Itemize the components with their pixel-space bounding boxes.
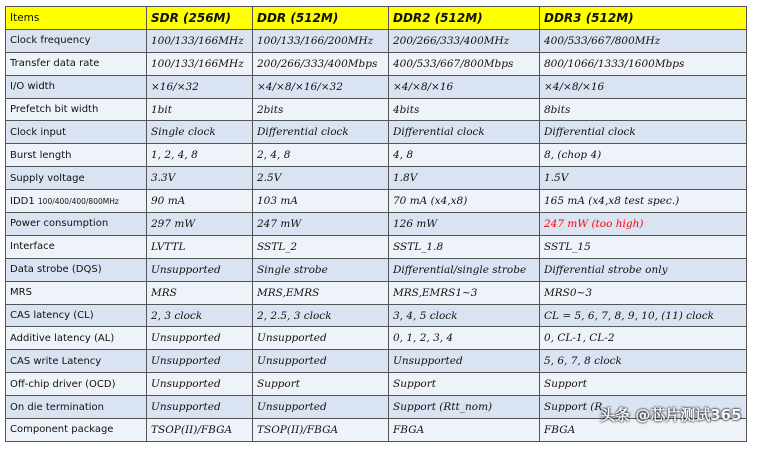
table-row bbox=[6, 190, 747, 213]
table-cell: Unsupported bbox=[147, 327, 253, 350]
row-label bbox=[6, 98, 147, 121]
row-label-text: Burst length bbox=[10, 149, 72, 161]
table-body bbox=[6, 29, 747, 441]
table-cell: 165 mA (x4,x8 test spec.) bbox=[540, 190, 747, 213]
table-cell: 100/133/166MHz bbox=[147, 52, 253, 75]
table-cell: 1.8V bbox=[389, 167, 540, 190]
table-cell: FBGA bbox=[540, 419, 747, 442]
table-row bbox=[6, 75, 747, 98]
row-label-text: On die termination bbox=[10, 401, 104, 413]
table-cell: Unsupported bbox=[147, 373, 253, 396]
table-cell: 103 mA bbox=[253, 190, 389, 213]
row-label bbox=[6, 396, 147, 419]
table-cell: 70 mA (x4,x8) bbox=[389, 190, 540, 213]
table-cell: 3.3V bbox=[147, 167, 253, 190]
table-row bbox=[6, 235, 747, 258]
row-label bbox=[6, 350, 147, 373]
table-cell: Support (R bbox=[540, 396, 747, 419]
table-cell-highlighted: 247 mW (too high) bbox=[540, 213, 747, 236]
table-row bbox=[6, 304, 747, 327]
table-cell: 247 mW bbox=[253, 213, 389, 236]
table-cell: ×16/×32 bbox=[147, 75, 253, 98]
table-cell: Single strobe bbox=[253, 258, 389, 281]
table-cell: Support bbox=[389, 373, 540, 396]
table-cell: 90 mA bbox=[147, 190, 253, 213]
table-cell: Unsupported bbox=[389, 350, 540, 373]
row-label-text: Off-chip driver (OCD) bbox=[10, 378, 116, 390]
table-cell: TSOP(II)/FBGA bbox=[147, 419, 253, 442]
table-cell: 1, 2, 4, 8 bbox=[147, 144, 253, 167]
table-row bbox=[6, 144, 747, 167]
table-cell: LVTTL bbox=[147, 235, 253, 258]
header-ddr3: DDR3 (512M) bbox=[540, 7, 747, 30]
row-label bbox=[6, 373, 147, 396]
row-label-text: Supply voltage bbox=[10, 172, 85, 184]
table-cell: ×4/×8/×16 bbox=[540, 75, 747, 98]
table-row bbox=[6, 52, 747, 75]
row-label-text: I/O width bbox=[10, 81, 55, 93]
row-label bbox=[6, 75, 147, 98]
table-cell: 126 mW bbox=[389, 213, 540, 236]
row-label-text: CAS write Latency bbox=[10, 355, 102, 367]
row-label-text: MRS bbox=[10, 287, 32, 299]
row-label-text: CAS latency (CL) bbox=[10, 310, 94, 322]
table-cell: 100/133/166MHz bbox=[147, 29, 253, 52]
header-ddr2: DDR2 (512M) bbox=[389, 7, 540, 30]
table-cell: Unsupported bbox=[147, 350, 253, 373]
row-label-subtext: 100/400/400/800MHz bbox=[37, 196, 119, 206]
row-label-text: Power consumption bbox=[10, 218, 109, 230]
row-label bbox=[6, 235, 147, 258]
row-label bbox=[6, 190, 147, 213]
table-cell: 2.5V bbox=[253, 167, 389, 190]
row-label bbox=[6, 144, 147, 167]
table-cell: 2, 3 clock bbox=[147, 304, 253, 327]
table-cell: 800/1066/1333/1600Mbps bbox=[540, 52, 747, 75]
table-cell: 5, 6, 7, 8 clock bbox=[540, 350, 747, 373]
table-cell: 3, 4, 5 clock bbox=[389, 304, 540, 327]
row-label-text: Clock input bbox=[10, 126, 67, 138]
table-row bbox=[6, 121, 747, 144]
dram-comparison-table bbox=[5, 6, 747, 442]
table-cell: Single clock bbox=[147, 121, 253, 144]
row-label bbox=[6, 213, 147, 236]
table-cell: 0, 1, 2, 3, 4 bbox=[389, 327, 540, 350]
watermark: 头条 @芯片测试365 bbox=[600, 406, 742, 424]
table-cell: Unsupported bbox=[253, 350, 389, 373]
row-label bbox=[6, 29, 147, 52]
row-label-text: IDD1 bbox=[10, 195, 35, 207]
table-cell: 1bit bbox=[147, 98, 253, 121]
row-label bbox=[6, 121, 147, 144]
table-row bbox=[6, 258, 747, 281]
table-cell: SSTL_1.8 bbox=[389, 235, 540, 258]
table-cell: CL = 5, 6, 7, 8, 9, 10, (11) clock bbox=[540, 304, 747, 327]
table-cell: 200/266/333/400MHz bbox=[389, 29, 540, 52]
table-cell: 8bits bbox=[540, 98, 747, 121]
table-cell: Support bbox=[253, 373, 389, 396]
table-cell: MRS0~3 bbox=[540, 281, 747, 304]
table-row bbox=[6, 327, 747, 350]
table-cell: Unsupported bbox=[253, 396, 389, 419]
row-label bbox=[6, 281, 147, 304]
table-row bbox=[6, 373, 747, 396]
table-cell: 200/266/333/400Mbps bbox=[253, 52, 389, 75]
row-label-text: Clock frequency bbox=[10, 35, 91, 47]
header-sdr: SDR (256M) bbox=[147, 7, 253, 30]
row-label bbox=[6, 258, 147, 281]
row-label bbox=[6, 419, 147, 442]
table-row bbox=[6, 29, 747, 52]
table-row bbox=[6, 281, 747, 304]
table-cell: 400/533/667/800Mbps bbox=[389, 52, 540, 75]
row-label-text: Additive latency (AL) bbox=[10, 332, 115, 344]
row-label bbox=[6, 52, 147, 75]
header-ddr: DDR (512M) bbox=[253, 7, 389, 30]
row-label-text: Component package bbox=[10, 424, 114, 436]
table-cell: ×4/×8/×16 bbox=[389, 75, 540, 98]
table-cell: 2, 4, 8 bbox=[253, 144, 389, 167]
table-row bbox=[6, 213, 747, 236]
table-row bbox=[6, 98, 747, 121]
table-cell: SSTL_2 bbox=[253, 235, 389, 258]
row-label bbox=[6, 304, 147, 327]
table-cell: 1.5V bbox=[540, 167, 747, 190]
row-label-text: Prefetch bit width bbox=[10, 104, 99, 115]
table-cell: Differential clock bbox=[253, 121, 389, 144]
table-cell: Differential clock bbox=[540, 121, 747, 144]
table-cell: SSTL_15 bbox=[540, 235, 747, 258]
table-cell: 0, CL-1, CL-2 bbox=[540, 327, 747, 350]
table-cell: Differential clock bbox=[389, 121, 540, 144]
row-label bbox=[6, 327, 147, 350]
table-row bbox=[6, 167, 747, 190]
header-items: Items bbox=[6, 7, 147, 30]
row-label-text: Transfer data rate bbox=[10, 58, 100, 70]
table-cell: Unsupported bbox=[147, 258, 253, 281]
table-cell: Unsupported bbox=[147, 396, 253, 419]
comparison-table-wrapper bbox=[5, 6, 746, 442]
table-cell: 297 mW bbox=[147, 213, 253, 236]
table-cell: ×4/×8/×16/×32 bbox=[253, 75, 389, 98]
row-label-text: Interface bbox=[10, 241, 55, 253]
table-cell: 2, 2.5, 3 clock bbox=[253, 304, 389, 327]
table-cell: MRS,EMRS1~3 bbox=[389, 281, 540, 304]
table-cell: MRS bbox=[147, 281, 253, 304]
table-cell: Unsupported bbox=[253, 327, 389, 350]
table-cell: TSOP(II)/FBGA bbox=[253, 419, 389, 442]
table-cell: 4, 8 bbox=[389, 144, 540, 167]
header-row bbox=[6, 7, 747, 30]
table-cell: Support (Rtt_nom) bbox=[389, 396, 540, 419]
table-row bbox=[6, 350, 747, 373]
table-cell: Support bbox=[540, 373, 747, 396]
table-cell: 100/133/166/200MHz bbox=[253, 29, 389, 52]
table-cell: 400/533/667/800MHz bbox=[540, 29, 747, 52]
table-cell: 2bits bbox=[253, 98, 389, 121]
table-cell: 4bits bbox=[389, 98, 540, 121]
table-cell: 8, (chop 4) bbox=[540, 144, 747, 167]
table-cell: FBGA bbox=[389, 419, 540, 442]
row-label bbox=[6, 167, 147, 190]
row-label-text: Data strobe (DQS) bbox=[10, 264, 102, 276]
table-cell: Differential/single strobe bbox=[389, 258, 540, 281]
table-cell: Differential strobe only bbox=[540, 258, 747, 281]
table-cell: MRS,EMRS bbox=[253, 281, 389, 304]
